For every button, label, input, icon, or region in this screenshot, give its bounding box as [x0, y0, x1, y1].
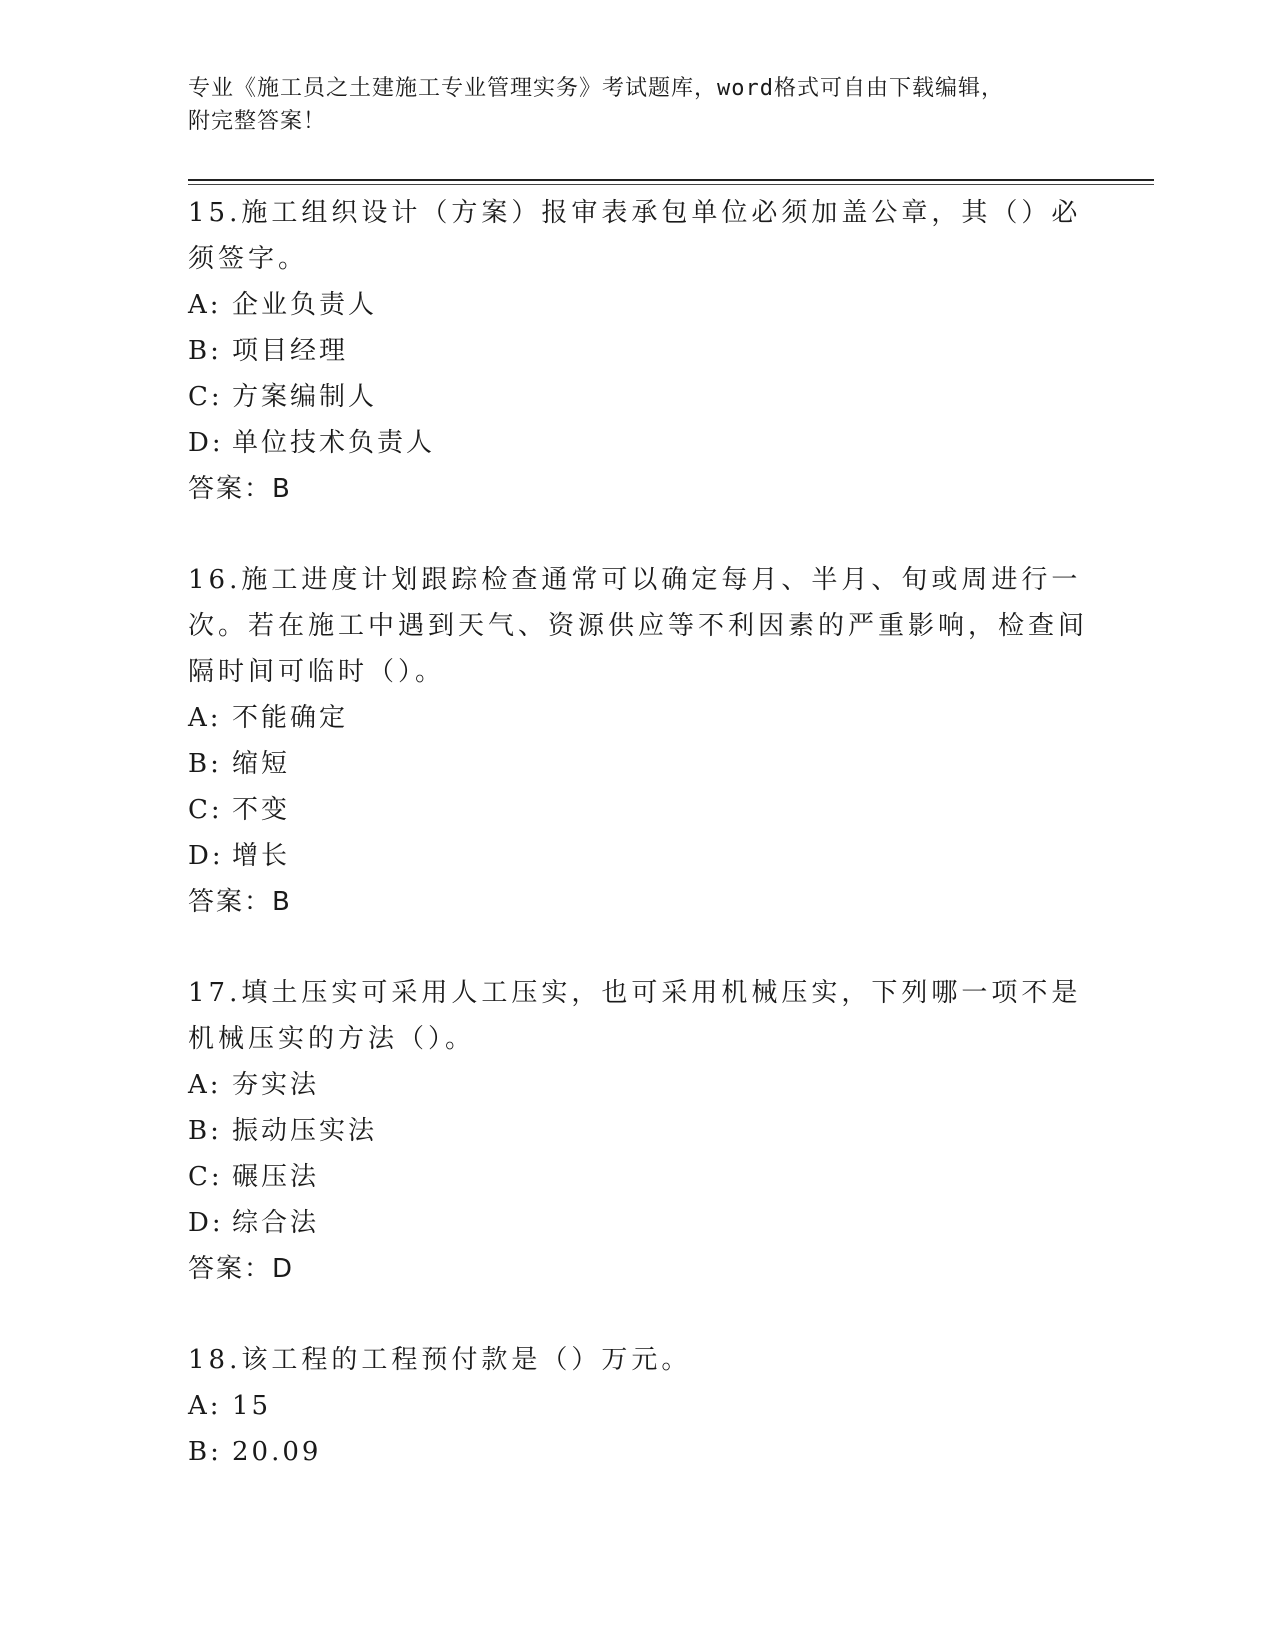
option-key: D: — [188, 841, 224, 871]
option-text: 15 — [232, 1391, 272, 1421]
header-divider-thick — [188, 179, 1154, 181]
option-key: C: — [188, 382, 223, 412]
option-key: A: — [188, 703, 222, 733]
question-16 — [188, 557, 1088, 925]
option-text: 20.09 — [232, 1437, 322, 1467]
option-text: 不变 — [232, 795, 291, 825]
option-text: 不能确定 — [232, 703, 349, 733]
option-c — [188, 374, 1088, 420]
option-a — [188, 282, 1088, 328]
question-text: 17.填土压实可采用人工压实，也可采用机械压实，下列哪一项不是机械压实的方法（）。 — [188, 978, 1082, 1054]
option-b — [188, 328, 1088, 374]
option-key: D: — [188, 1208, 224, 1238]
answer-line: 答案：B — [188, 474, 292, 504]
option-key: B: — [188, 749, 222, 779]
option-b — [188, 1108, 1088, 1154]
option-a — [188, 695, 1088, 741]
question-15 — [188, 190, 1088, 512]
option-c — [188, 1154, 1088, 1200]
question-text: 15.施工组织设计（方案）报审表承包单位必须加盖公章，其（）必须签字。 — [188, 198, 1082, 274]
option-text: 单位技术负责人 — [232, 428, 436, 458]
option-key: B: — [188, 1437, 222, 1467]
option-text: 方案编制人 — [232, 382, 378, 412]
answer-line: 答案：B — [188, 887, 292, 917]
option-text: 夯实法 — [232, 1070, 320, 1100]
question-17 — [188, 970, 1088, 1292]
question-text: 18.该工程的工程预付款是（）万元。 — [188, 1345, 692, 1375]
option-text: 项目经理 — [232, 336, 349, 366]
option-a — [188, 1383, 1088, 1429]
option-b — [188, 1429, 1088, 1475]
option-key: B: — [188, 1116, 222, 1146]
option-text: 碾压法 — [232, 1162, 320, 1192]
option-key: C: — [188, 1162, 223, 1192]
option-key: C: — [188, 795, 223, 825]
option-c — [188, 787, 1088, 833]
header-line-2: 附完整答案！ — [188, 109, 327, 134]
option-key: A: — [188, 1070, 222, 1100]
option-text: 企业负责人 — [232, 290, 378, 320]
option-key: D: — [188, 428, 224, 458]
option-text: 增长 — [232, 841, 291, 871]
header-line-1: 专业《施工员之土建施工专业管理实务》考试题库，word格式可自由下载编辑， — [188, 76, 1004, 101]
option-d — [188, 833, 1088, 879]
answer-line: 答案：D — [188, 1254, 295, 1284]
option-text: 振动压实法 — [232, 1116, 378, 1146]
option-key: A: — [188, 1391, 222, 1421]
option-key: A: — [188, 290, 222, 320]
option-d — [188, 420, 1088, 466]
option-text: 缩短 — [232, 749, 291, 779]
option-text: 综合法 — [232, 1208, 320, 1238]
question-list — [188, 190, 1088, 1520]
question-18 — [188, 1337, 1088, 1475]
option-b — [188, 741, 1088, 787]
header-divider-thin — [188, 184, 1154, 185]
question-text: 16.施工进度计划跟踪检查通常可以确定每月、半月、旬或周进行一次。若在施工中遇到天气、资源供应等不利因素的严重影响，检查间隔时间可临时（）。 — [188, 565, 1089, 687]
document-header — [188, 72, 1088, 138]
option-d — [188, 1200, 1088, 1246]
option-a — [188, 1062, 1088, 1108]
option-key: B: — [188, 336, 222, 366]
